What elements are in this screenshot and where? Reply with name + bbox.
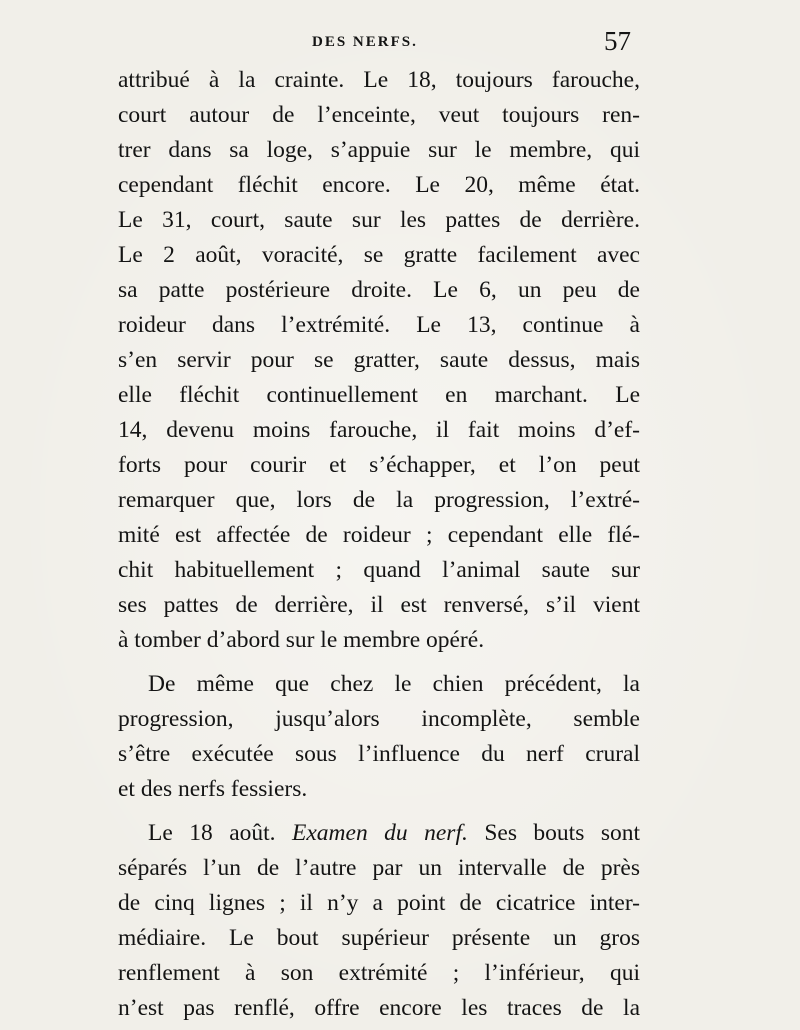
body-text [118, 63, 640, 1026]
text-line: s’en servir pour se gratter, saute dessus, mais [118, 347, 640, 373]
page-number: 57 [604, 26, 631, 56]
text-line: court autour de l’enceinte, veut toujours ren- [118, 102, 640, 128]
text-line-with-italic [118, 816, 640, 851]
text-line: ses pattes de derrière, il est renversé, s’il vient [118, 592, 640, 618]
text-line: de cinq lignes ; il n’y a point de cicatrice inter- [118, 890, 640, 916]
text-line: médiaire. Le bout supérieur présente un gros [118, 925, 640, 951]
text-line: n’est pas renflé, offre encore les traces de la [118, 995, 640, 1021]
text-line: mité est affectée de roideur ; cependant elle flé- [118, 522, 640, 548]
text-line: elle fléchit continuellement en marchant. Le [118, 382, 640, 408]
italic-heading: Examen du nerf. [292, 820, 468, 846]
paragraph-1 [118, 63, 640, 658]
text-line: 14, devenu moins farouche, il fait moins d’ef- [118, 417, 640, 443]
text-line: sa patte postérieure droite. Le 6, un peu de [118, 277, 640, 303]
text-line: forts pour courir et s’échapper, et l’on peut [118, 452, 640, 478]
running-head [0, 26, 800, 60]
text-line: renflement à son extrémité ; l’inférieur, qui [118, 960, 640, 986]
text-line: s’être exécutée sous l’influence du nerf crural [118, 741, 640, 767]
text-line: Le 2 août, voracité, se gratte facilement avec [118, 242, 640, 268]
text-line: chit habituellement ; quand l’animal saute sur [118, 557, 640, 583]
paragraph-gap [118, 658, 640, 667]
text-line: roideur dans l’extrémité. Le 13, continue à [118, 312, 640, 338]
continued-text: Ses bouts sont [484, 820, 640, 846]
text-line: progression, jusqu’alors incomplète, semble [118, 706, 640, 732]
paragraph-gap [118, 807, 640, 816]
paragraph-2 [118, 667, 640, 807]
text-line: et des nerfs fessiers. [118, 776, 308, 802]
paragraph-3 [118, 816, 640, 1026]
text-line: cependant fléchit encore. Le 20, même état. [118, 172, 640, 198]
date-text: Le 18 août. [148, 820, 276, 846]
text-line: De même que chez le chien précédent, la [148, 671, 640, 697]
text-line: attribué à la crainte. Le 18, toujours farouche, [118, 67, 640, 93]
text-line: Le 31, court, saute sur les pattes de derrière. [118, 207, 640, 233]
text-line: à tomber d’abord sur le membre opéré. [118, 627, 485, 653]
text-line: remarquer que, lors de la progression, l’extré- [118, 487, 640, 513]
running-title: DES NERFS. [312, 34, 418, 50]
text-line: trer dans sa loge, s’appuie sur le membre, qui [118, 137, 640, 163]
text-line: séparés l’un de l’autre par un intervalle de près [118, 855, 640, 881]
